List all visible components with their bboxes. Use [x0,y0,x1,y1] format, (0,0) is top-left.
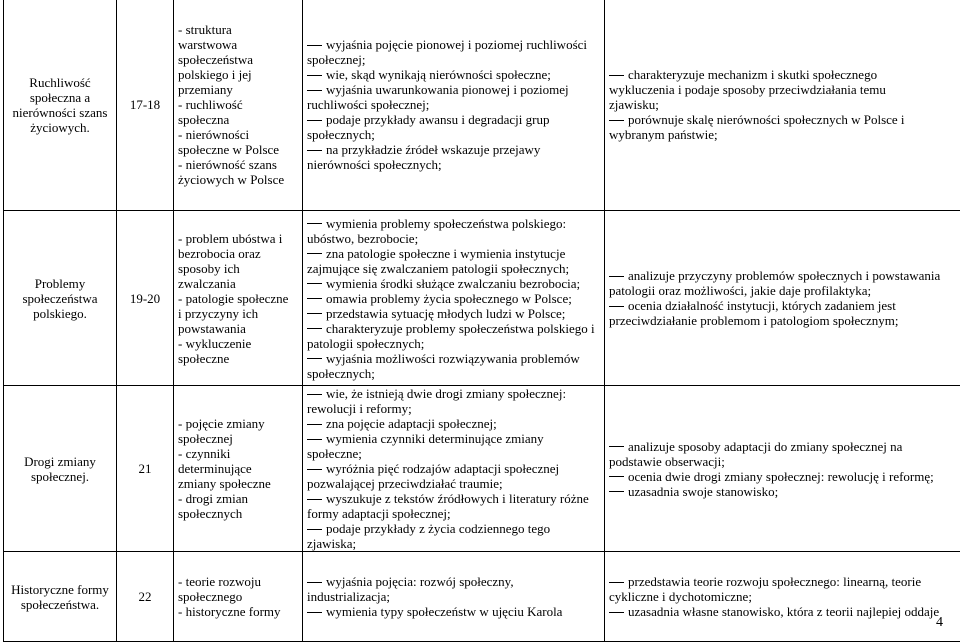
requirement-line [307,446,600,461]
requirement-line [307,351,600,366]
requirement-line [609,112,956,127]
table-body [4,0,960,642]
dash-bullet-icon [307,439,322,440]
requirement-text: porównuje skalę nierówności społecznych w Polsce i [628,112,905,127]
requirement-line [609,454,956,469]
extended-requirements-cell [605,386,960,552]
dash-bullet-icon [307,298,322,299]
dash-bullet-icon [307,582,322,583]
requirement-line [307,476,600,491]
content-line: społecznej [178,431,298,446]
requirement-line [609,574,956,589]
content-line: - czynniki [178,446,298,461]
extended-requirements-cell [605,552,960,642]
requirement-line [609,268,956,283]
dash-bullet-icon [307,253,322,254]
content-line: społecznego [178,589,298,604]
requirement-text: charakteryzuje mechanizm i skutki społecznego [628,67,877,82]
content-line: powstawania [178,321,298,336]
table-row [4,386,960,552]
dash-bullet-icon [307,424,322,425]
requirement-line [307,491,600,506]
requirement-text: podstawie obserwacji; [609,454,725,469]
topic-line: Drogi zmiany [8,454,112,469]
requirement-text: charakteryzuje problemy społeczeństwa polskiego i [326,321,595,336]
dash-bullet-icon [307,120,322,121]
requirement-text: wybranym państwie; [609,127,718,142]
dash-bullet-icon [609,75,624,76]
lesson-hours-cell: 19-20 [117,211,174,386]
dash-bullet-icon [307,529,322,530]
dash-bullet-icon [609,276,624,277]
topic-line: społeczna a [8,90,112,105]
content-line: warstwowa [178,37,298,52]
content-line: - ruchliwość [178,97,298,112]
requirement-line [307,52,600,67]
content-line: - problem ubóstwa i [178,231,298,246]
requirement-line [307,112,600,127]
requirement-line [609,313,956,328]
requirement-text: na przykładzie źródeł wskazuje przejawy [326,142,540,157]
dash-bullet-icon [307,313,322,314]
dash-bullet-icon [307,358,322,359]
dash-bullet-icon [307,499,322,500]
dash-bullet-icon [307,283,322,284]
requirement-line [609,589,956,604]
content-line: - wykluczenie [178,336,298,351]
extended-requirements-cell [605,211,960,386]
requirement-line [609,298,956,313]
requirement-line [307,366,600,381]
dash-bullet-icon [609,476,624,477]
content-line: społeczne [178,351,298,366]
content-cell [174,386,303,552]
topic-line: polskiego. [8,306,112,321]
content-line: sposoby ich [178,261,298,276]
requirement-line [307,142,600,157]
requirement-line [307,37,600,52]
topic-line: Problemy [8,276,112,291]
extended-requirements-cell [605,0,960,211]
requirement-line [307,82,600,97]
content-line: przemiany [178,82,298,97]
requirement-text: podaje przykłady z życia codziennego tego [326,521,550,536]
table-row [4,0,960,211]
requirement-text: wymienia środki służące zwalczaniu bezrobocia; [326,276,580,291]
requirement-line [609,82,956,97]
content-line: polskiego i jej [178,67,298,82]
requirement-text: cykliczne i dychotomiczne; [609,589,752,604]
requirement-text: omawia problemy życia społecznego w Polsce; [326,291,572,306]
content-line: społeczne w Polsce [178,142,298,157]
requirement-line [307,97,600,112]
content-line: i przyczyny ich [178,306,298,321]
table-row [4,552,960,642]
requirement-text: analizuje sposoby adaptacji do zmiany społecznej na [628,439,902,454]
dash-bullet-icon [307,90,322,91]
requirement-line [609,439,956,454]
content-cell [174,211,303,386]
requirement-line [609,67,956,82]
requirement-text: zjawiska; [307,536,356,551]
content-cell [174,0,303,211]
topic-cell [4,386,117,552]
content-line: zmiany społeczne [178,476,298,491]
content-line: - struktura [178,22,298,37]
requirement-text: podaje przykłady awansu i degradacji grup [326,112,549,127]
topic-line: społeczeństwa [8,291,112,306]
requirement-text: przedstawia sytuację młodych ludzi w Polsce; [326,306,565,321]
topic-line: Historyczne formy [8,582,112,597]
content-line: - nierówności [178,127,298,142]
requirement-text: społeczne; [307,446,362,461]
requirement-line [307,336,600,351]
requirement-line [307,231,600,246]
requirement-line [307,521,600,536]
requirement-line [609,469,956,484]
requirement-line [609,604,956,619]
requirement-text: wyjaśnia możliwości rozwiązywania problemów [326,351,580,366]
table-row [4,211,960,386]
dash-bullet-icon [307,394,322,395]
requirement-text: zajmujące się zwalczaniem patologii społecznych; [307,261,569,276]
content-line: - patologie społeczne [178,291,298,306]
content-line: bezrobocia oraz [178,246,298,261]
requirement-text: społecznej; [307,52,365,67]
requirement-line [307,536,600,551]
requirement-text: wymienia problemy społeczeństwa polskiego: [326,216,566,231]
requirement-text: nierówności społecznych; [307,157,442,172]
requirement-text: rewolucji i reformy; [307,401,412,416]
content-line: społeczeństwa [178,52,298,67]
requirement-line [307,431,600,446]
requirement-text: zna pojęcie adaptacji społecznej; [326,416,497,431]
content-line: życiowych w Polsce [178,172,298,187]
dash-bullet-icon [307,612,322,613]
content-line: - teorie rozwoju [178,574,298,589]
requirement-text: analizuje przyczyny problemów społecznych i powstawania [628,268,940,283]
topic-line: społecznej. [8,469,112,484]
basic-requirements-cell [303,386,605,552]
requirement-text: społecznych; [307,127,375,142]
dash-bullet-icon [307,150,322,151]
requirement-text: ubóstwo, bezrobocie; [307,231,418,246]
requirement-text: wymienia typy społeczeństw w ujęciu Karola [326,604,562,619]
requirement-text: uzasadnia własne stanowisko, która z teorii najlepiej oddaje [628,604,939,619]
requirement-text: formy adaptacji społecznej; [307,506,451,521]
requirement-line [307,321,600,336]
content-line: społecznych [178,506,298,521]
requirement-line [307,574,600,589]
requirement-text: społecznych; [307,366,375,381]
requirement-line [307,291,600,306]
dash-bullet-icon [307,223,322,224]
requirement-text: wyszukuje z tekstów źródłowych i literatury różne [326,491,589,506]
requirement-text: wie, że istnieją dwie drogi zmiany społecznej: [326,386,566,401]
dash-bullet-icon [307,75,322,76]
requirement-line [307,386,600,401]
requirement-text: zjawisku; [609,97,659,112]
requirement-line [609,484,956,499]
requirement-text: patologii społecznych; [307,336,424,351]
requirement-text: wyróżnia pięć rodzajów adaptacji społecznej [326,461,559,476]
requirement-line [307,67,600,82]
dash-bullet-icon [307,328,322,329]
dash-bullet-icon [307,45,322,46]
topic-cell [4,211,117,386]
requirement-text: wymienia czynniki determinujące zmiany [326,431,544,446]
requirement-line [307,506,600,521]
lesson-hours-cell: 22 [117,552,174,642]
dash-bullet-icon [609,446,624,447]
basic-requirements-cell [303,211,605,386]
requirement-text: wyjaśnia pojęcie pionowej i poziomej ruchliwości [326,37,587,52]
requirement-line [307,246,600,261]
dash-bullet-icon [307,469,322,470]
content-line: zwalczania [178,276,298,291]
requirement-line [609,97,956,112]
content-line: - drogi zmian [178,491,298,506]
requirement-text: wykluczenia i podaje sposoby przeciwdziałania temu [609,82,886,97]
dash-bullet-icon [609,582,624,583]
dash-bullet-icon [609,491,624,492]
topic-cell [4,552,117,642]
curriculum-table [3,0,960,642]
requirement-text: ocenia dwie drogi zmiany społecznej: rewolucję i reformę; [628,469,934,484]
requirement-line [307,276,600,291]
content-cell [174,552,303,642]
dash-bullet-icon [609,120,624,121]
content-line: determinujące [178,461,298,476]
requirement-line [307,604,600,619]
requirement-line [609,283,956,298]
basic-requirements-cell [303,552,605,642]
requirement-line [307,589,600,604]
requirement-line [307,216,600,231]
content-line: - historyczne formy [178,604,298,619]
requirement-text: ruchliwości społecznej; [307,97,429,112]
page-number: 4 [936,615,943,630]
requirement-line [307,461,600,476]
requirement-line [307,416,600,431]
requirement-line [307,157,600,172]
lesson-hours-cell: 21 [117,386,174,552]
requirement-text: ocenia działalność instytucji, których zadaniem jest [628,298,896,313]
requirement-line [609,127,956,142]
requirement-line [307,401,600,416]
requirement-text: przedstawia teorie rozwoju społecznego: linearną, teorie [628,574,921,589]
topic-line: nierówności szans [8,105,112,120]
topic-cell [4,0,117,211]
requirement-text: pozwalającej przeciwdziałać traumie; [307,476,503,491]
dash-bullet-icon [609,306,624,307]
requirement-text: wyjaśnia uwarunkowania pionowej i poziomej [326,82,569,97]
requirement-text: zna patologie społeczne i wymienia instytucje [326,246,565,261]
topic-line: Ruchliwość [8,75,112,90]
requirement-line [307,127,600,142]
content-line: - nierówność szans [178,157,298,172]
topic-line: życiowych. [8,120,112,135]
requirement-text: patologii oraz możliwości, jakie daje profilaktyka; [609,283,871,298]
content-line: - pojęcie zmiany [178,416,298,431]
requirement-text: wyjaśnia pojęcia: rozwój społeczny, [326,574,514,589]
requirement-text: uzasadnia swoje stanowisko; [628,484,778,499]
topic-line: społeczeństwa. [8,597,112,612]
requirement-text: industrializacja; [307,589,390,604]
requirement-text: przeciwdziałanie problemom i patologiom społecznym; [609,313,899,328]
lesson-hours-cell: 17-18 [117,0,174,211]
requirement-text: wie, skąd wynikają nierówności społeczne; [326,67,551,82]
dash-bullet-icon [609,612,624,613]
basic-requirements-cell [303,0,605,211]
content-line: społeczna [178,112,298,127]
requirement-line [307,306,600,321]
requirement-line [307,261,600,276]
